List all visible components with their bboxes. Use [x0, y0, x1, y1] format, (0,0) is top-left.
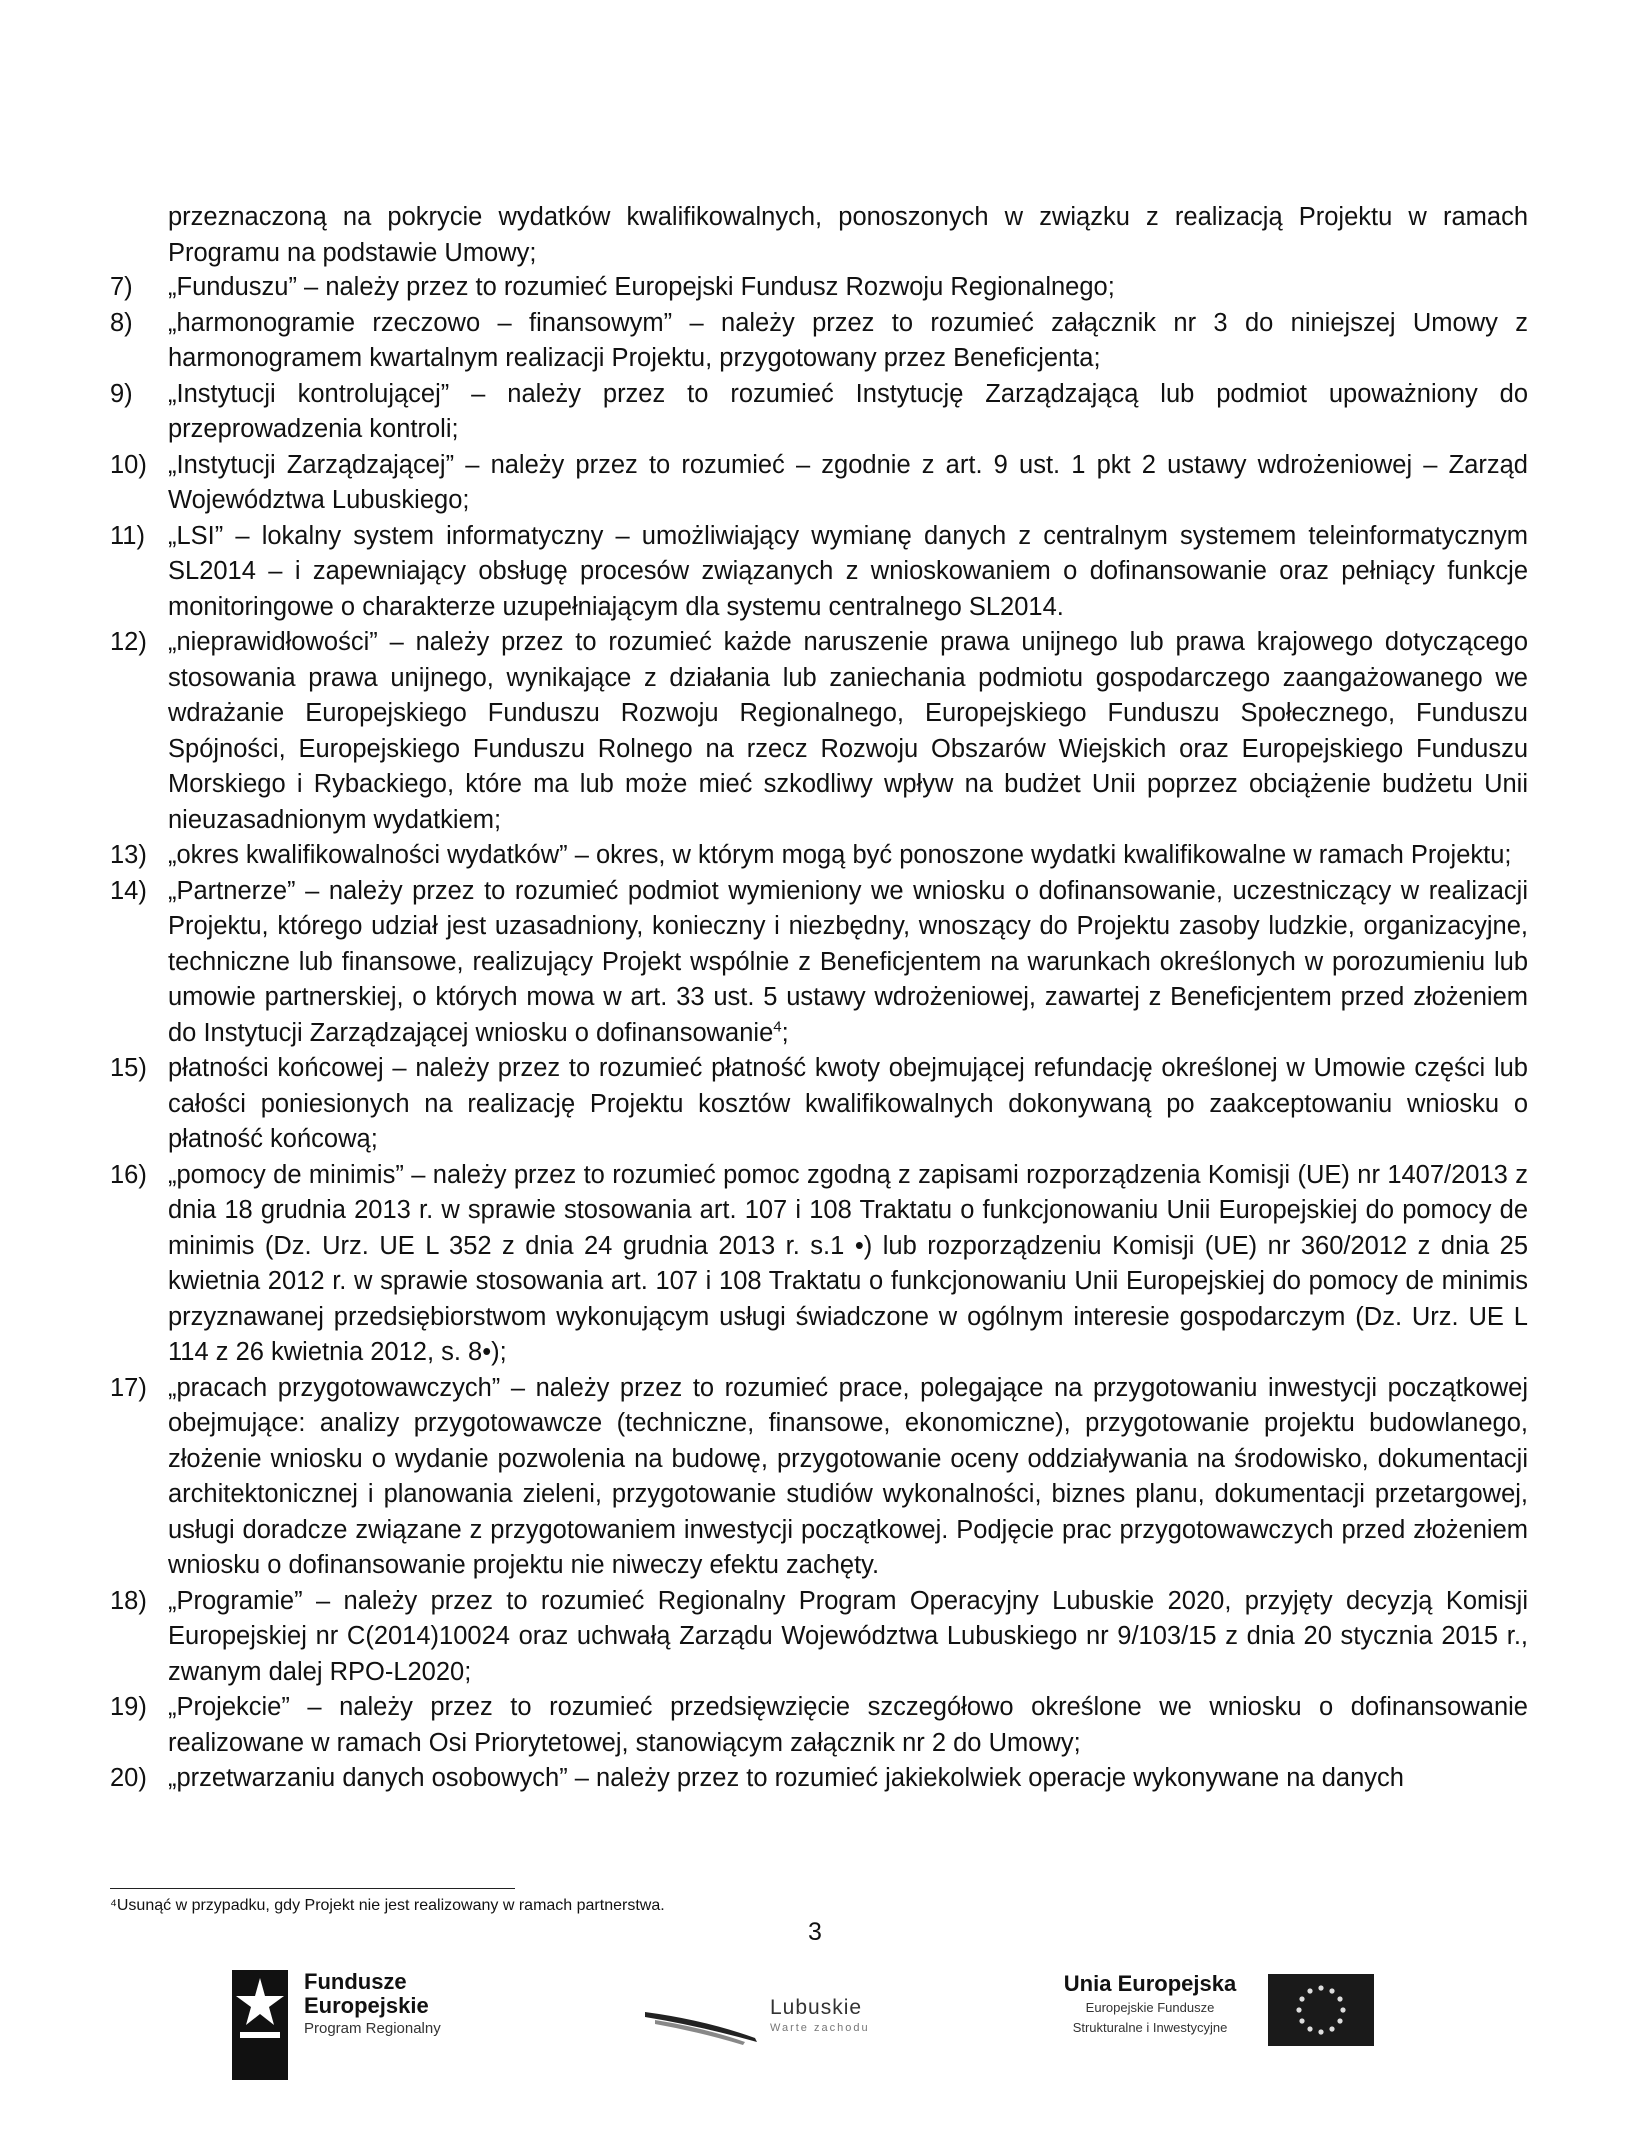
- definition-text: [168, 1690, 1528, 1761]
- definition-number: 11): [110, 521, 145, 550]
- definition-number: 15): [110, 1054, 147, 1082]
- definition-tail: ;: [781, 1018, 789, 1047]
- definition-item: [110, 377, 1528, 448]
- lubuskie-logo: [645, 1990, 905, 2080]
- definition-number: 19): [110, 1693, 147, 1721]
- definition-number: 9): [110, 379, 133, 408]
- definitions-list: [110, 270, 1528, 1797]
- definition-number: 16): [110, 1160, 147, 1189]
- definition-text: [168, 1761, 1528, 1797]
- lubuskie-swoosh-icon: [645, 1990, 775, 2050]
- fe-line3: Program Regionalny: [304, 2020, 441, 2037]
- definition-number: 20): [110, 1764, 147, 1792]
- definition-text: [168, 1158, 1528, 1371]
- footer-logos: [0, 1960, 1635, 2110]
- definition-item: [110, 1584, 1528, 1691]
- definition-item: [110, 519, 1528, 626]
- definition-text: [168, 874, 1528, 1052]
- definition-item: [110, 1761, 1528, 1797]
- definition-item: [110, 448, 1528, 519]
- definition-body: „pomocy de minimis” – należy przez to rozumieć pomoc zgodną z zapisami rozporządzenia Komisji (UE) nr 1407/2013 z dnia 18 grudnia 2013 r. w sprawie stosowania art. 107 i 108 Traktatu o funkcjonowaniu Unii Europejskiej do pomocy de minimis (Dz. Urz. UE L 352 z dnia 24 grudnia 2013 r. s.1 •) lub rozporządzeniu Komisji (UE) nr 360/2012 z dnia 25 kwietnia 2012 r. w sprawie stosowania art. 107 i 108 Traktatu o funkcjonowaniu Unii Europejskiej do pomocy de minimis przyznawanej przedsiębiorstwom wykonującym usługi świadczone w ogólnym interesie gospodarczym (Dz. Urz. UE L 114 z 26 kwietnia 2012, s. 8•);: [168, 1160, 1528, 1366]
- definition-body: „Programie” – należy przez to rozumieć Regionalny Program Operacyjny Lubuskie 2020, przyjęty decyzją Komisji Europejskiej nr C(2014)10024 oraz uchwałą Zarządu Województwa Lubuskiego nr 9/103/15 z dnia 20 stycznia 2015 r., zwanym dalej RPO-L2020;: [168, 1586, 1528, 1686]
- definition-number: 13): [110, 841, 147, 869]
- definition-item: [110, 625, 1528, 838]
- fundusze-europejskie-logo: [232, 1960, 482, 2100]
- definition-number: 12): [110, 628, 147, 656]
- definition-text: [168, 625, 1528, 838]
- definition-item: [110, 1690, 1528, 1761]
- lubuskie-text: Lubuskie: [770, 1996, 863, 2019]
- fe-text: [304, 1970, 441, 2040]
- definition-item: [110, 1371, 1528, 1584]
- lubuskie-subtext: Warte zachodu: [770, 2022, 870, 2034]
- definition-number: 14): [110, 876, 147, 905]
- definition-body: „harmonogramie rzeczowo – finansowym” – należy przez to rozumieć załącznik nr 3 do niniejszej Umowy z harmonogramem kwartalnym realizacji Projektu, przygotowany przez Beneficjenta;: [168, 308, 1528, 372]
- definition-text: [168, 519, 1528, 626]
- definition-body: „przetwarzaniu danych osobowych” – należy przez to rozumieć jakiekolwiek operacje wykonywane na danych: [168, 1764, 1404, 1792]
- definition-item: [110, 270, 1528, 306]
- definition-text: [168, 306, 1528, 377]
- definition-body: „Projekcie” – należy przez to rozumieć przedsięwzięcie szczegółowo określone we wniosku o dofinansowanie realizowane w ramach Osi Priorytetowej, stanowiącym załącznik nr 2 do Umowy;: [168, 1693, 1528, 1757]
- fe-line1: Fundusze: [304, 1969, 407, 1994]
- definition-number: 17): [110, 1373, 147, 1402]
- footnote-separator: [110, 1888, 515, 1889]
- definition-body: płatności końcowej – należy przez to rozumieć płatność kwoty obejmującej refundację określonej w Umowie części lub całości poniesionych na realizację Projektu kosztów kwalifikowalnych dokonywaną po zaakceptowaniu wniosku o płatność końcową;: [168, 1054, 1528, 1153]
- definition-number: 18): [110, 1586, 147, 1615]
- definition-text: [168, 448, 1528, 519]
- ue-line2: Europejskie Fundusze: [1085, 2000, 1215, 2015]
- definition-item: [110, 1158, 1528, 1371]
- footnote: ⁴Usunąć w przypadku, gdy Projekt nie jest realizowany w ramach partnerstwa.: [110, 1897, 665, 1914]
- definition-body: „Funduszu” – należy przez to rozumieć Europejski Fundusz Rozwoju Regionalnego;: [168, 273, 1115, 301]
- ue-line3: Strukturalne i Inwestycyjne: [1072, 2020, 1228, 2035]
- definition-item: [110, 306, 1528, 377]
- definition-text: [168, 1371, 1528, 1584]
- ue-text: [1040, 1970, 1260, 2038]
- definition-number: 10): [110, 450, 147, 479]
- definition-body: „pracach przygotowawczych” – należy przez to rozumieć prace, polegające na przygotowaniu inwestycji początkowej obejmujące: analizy przygotowawcze (techniczne, finansowe, ekonomiczne), przygotowanie projektu budowlanego, złożenie wniosku o wydanie pozwolenia na budowę, przygotowanie oceny oddziaływania na środowisko, dokumentacji architektonicznej i planowania zieleni, przygotowanie studiów wykonalności, biznes planu, dokumentacji przetargowej, usługi doradcze związane z przygotowaniem inwestycji początkowej. Podjęcie prac przygotowawczych przed złożeniem wniosku o dofinansowanie projektu nie niweczy efektu zachęty.: [168, 1373, 1528, 1579]
- definition-text: [168, 270, 1528, 306]
- definition-body: „okres kwalifikowalności wydatków” – okres, w którym mogą być ponoszone wydatki kwalifikowalne w ramach Projektu;: [168, 841, 1512, 869]
- definition-body: „nieprawidłowości” – należy przez to rozumieć każde naruszenie prawa unijnego lub prawa krajowego dotyczącego stosowania prawa unijnego, wynikające z działania lub zaniechania podmiotu gospodarczego zaangażowanego we wdrażanie Europejskiego Funduszu Rozwoju Regionalnego, Europejskiego Funduszu Społecznego, Funduszu Spójności, Europejskiego Funduszu Rolnego na rzecz Rozwoju Obszarów Wiejskich oraz Europejskiego Funduszu Morskiego i Rybackiego, które ma lub może mieć szkodliwy wpływ na budżet Unii poprzez obciążenie budżetu Unii nieuzasadnionym wydatkiem;: [168, 628, 1528, 834]
- definition-body: „Instytucji kontrolującej” – należy przez to rozumieć Instytucję Zarządzającą lub podmiot upoważniony do przeprowadzenia kontroli;: [168, 379, 1528, 443]
- unia-europejska-logo: [1040, 1970, 1380, 2090]
- definition-text: [168, 1584, 1528, 1691]
- definition-text: [168, 838, 1528, 874]
- definition-item: [110, 874, 1528, 1052]
- definition-body: „Partnerze” – należy przez to rozumieć podmiot wymieniony we wniosku o dofinansowanie, uczestniczący w realizacji Projektu, którego udział jest uzasadniony, konieczny i niezbędny, wnoszący do Projektu zasoby ludzkie, organizacyjne, techniczne lub finansowe, realizujący Projekt wspólnie z Beneficjentem na warunkach określonych w porozumieniu lub umowie partnerskiej, o których mowa w art. 33 ust. 5 ustawy wdrożeniowej, zawartej z Beneficjentem przed złożeniem do Instytucji Zarządzającej wniosku o dofinansowanie: [168, 876, 1528, 1047]
- intro-paragraph: przeznaczoną na pokrycie wydatków kwalifikowalnych, ponoszonych w związku z realizacją Projektu w ramach Programu na podstawie Umowy;: [168, 203, 1528, 267]
- definition-item: [110, 838, 1528, 874]
- fe-line2: Europejskie: [304, 1993, 429, 2018]
- definition-body: „Instytucji Zarządzającej” – należy przez to rozumieć – zgodnie z art. 9 ust. 1 pkt 2 ustawy wdrożeniowej – Zarząd Województwa Lubuskiego;: [168, 450, 1528, 514]
- page-number: 3: [808, 1918, 822, 1946]
- definition-text: [168, 1051, 1528, 1158]
- definition-number: 7): [110, 273, 133, 301]
- fe-star-icon: [232, 1960, 288, 2080]
- definition-item: [110, 1051, 1528, 1158]
- footnote-ref: 4: [773, 1018, 782, 1035]
- definition-body: „LSI” – lokalny system informatyczny – umożliwiający wymianę danych z centralnym systemem teleinformatycznym SL2014 – i zapewniający obsługę procesów związanych z wnioskowaniem o dofinansowanie oraz pełniący funkcje monitoringowe o charakterze uzupełniającym dla systemu centralnego SL2014.: [168, 521, 1528, 621]
- ue-line1: Unia Europejska: [1063, 1971, 1237, 1996]
- definition-text: [168, 377, 1528, 448]
- eu-flag-icon: [1268, 1974, 1374, 2046]
- definition-number: 8): [110, 308, 133, 337]
